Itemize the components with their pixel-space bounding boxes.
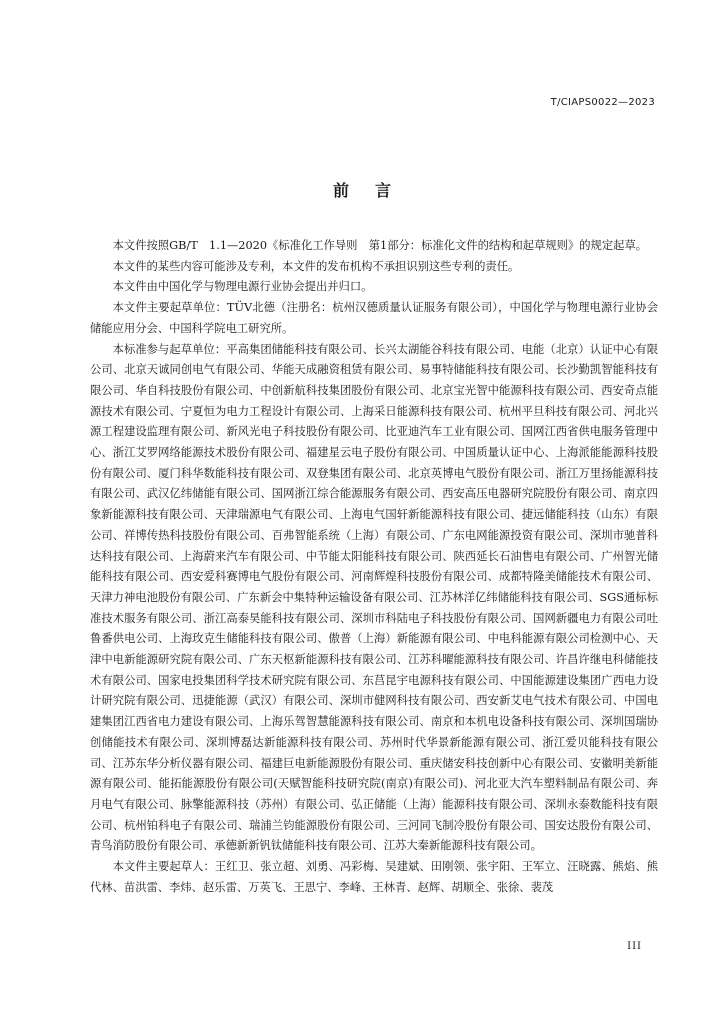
paragraph-patent-notice: 本文件的某些内容可能涉及专利，本文件的发布机构不承担识别这些专利的责任。 — [112, 259, 520, 273]
paragraph-main-drafters: 本文件主要起草人：王红卫、张立超、刘勇、冯彩梅、吴建斌、田刚领、张宇阳、王军立、汪晓露、熊焰、熊代林、苗洪雷、李炜、赵乐雷、万英飞、王思宁、李峰、王林青、赵辉、胡顺全、张徐、裴茂 — [90, 860, 658, 894]
paragraph-participating-units: 本标准参与起草单位：平高集团储能科技有限公司、长兴太湖能谷科技有限公司、电能（北京）认证中心有限公司、北京天诚同创电气有限公司、华能天成融资租赁有限公司、易事特储能科技有限公司、长沙勤凯智能科技有限公司、华自科技股份有限公司、中创新航科技集团股份有限公司、北京宝光智中能源科技有限公司、西安奇点能源技术有限公司、宁夏恒为电力工程设计有限公司、上海采日能源科技有限公司、杭州平旦科技有限公司、河北兴源工程建设监理有限公司、新风光电子科技股份有限公司、比亚迪汽车工业有限公司、国网江西省供电服务管理中心、浙江艾罗网络能源技术股份有限公司、福建星云电子股份有限公司、中国质量认证中心、上海派能能源科技股份有限公司、厦门科华数能科技有限公司、双登集团有限公司、北京英博电气股份有限公司、浙江万里扬能源科技有限公司、武汉亿纬储能有限公司、国网浙江综合能源服务有限公司、西安高压电器研究院股份有限公司、南京四象新能源科技有限公司、天津瑞源电气有限公司、上海电气国轩新能源科技有限公司、捷远储能科技（山东）有限公司、祥博传热科技股份有限公司、百弗智能系统（上海）有限公司、广东电网能源投资有限公司、深圳市驰普科达科技有限公司、上海蔚来汽车有限公司、中节能太阳能科技有限公司、陕西延长石油售电有限公司、广州智光储能科技有限公司、西安爱科赛博电气股份有限公司、河南辉煌科技股份有限公司、成都特隆美储能技术有限公司、天津力神电池股份有限公司、广东新会中集特种运输设备有限公司、江苏林洋亿纬储能科技有限公司、SGS通标标准技术服务有限公司、浙江高泰昊能科技有限公司、深圳市科陆电子科技股份有限公司、国网新疆电力有限公司吐鲁番供电公司、上海玫克生储能科技有限公司、傲普（上海）新能源有限公司、中电科能源有限公司检测中心、天津中电新能源研究院有限公司、广东天枢新能源科技有限公司、江苏科曜能源科技有限公司、许昌许继电科储能技术有限公司、国家电投集团科学技术研究院有限公司、东莒昆宇电源科技有限公司、中国能源建设集团广西电力设计研究院有限公司、迅捷能源（武汉）有限公司、深圳市健网科技有限公司、西安新艾电气技术有限公司、中国电建集团江西省电力建设有限公司、上海乐驾智慧能源科技有限公司、南京和本机电设备科技有限公司、深圳国瑞协创储能技术有限公司、深圳博磊达新能源科技有限公司、苏州时代华景新能源有限公司、浙江爱贝能科技有限公司、江苏东华分析仪器有限公司、福建巨电新能源股份有限公司、重庆储安科技创新中心有限公司、安徽明美新能源有限公司、能拓能源股份有限公司(天赋智能科技研究院(南京)有限公司)、河北亚大汽车塑料制品有限公司、奔月电气有限公司、脉擎能源科技（苏州）有限公司、弘正储能（上海）能源科技有限公司、深圳永泰数能科技有限公司、杭州铂科电子有限公司、瑞浦兰钧能源股份有限公司、三河同飞制冷股份有限公司、国安达股份有限公司、青鸟消防股份有限公司、承德新新钒钛储能科技有限公司、江苏大秦新能源科技有限公司。 — [90, 342, 658, 853]
page-number: III — [627, 941, 642, 952]
page-title: 前言 — [332, 181, 417, 200]
paragraph-proposer: 本文件由中国化学与物理电源行业协会提出并归口。 — [112, 280, 373, 294]
document-code: T/CIAPS0022—2023 — [550, 97, 655, 108]
foreword-body — [90, 236, 658, 899]
paragraph-drafting-rules: 本文件按照GB/T 1.1—2020《标准化工作导则 第1部分：标准化文件的结构和起草规则》的规定起草。 — [112, 239, 648, 252]
paragraph-main-drafting-units: 本文件主要起草单位：TÜV北德（注册名：杭州汉德质量认证服务有限公司），中国化学与物理电源行业协会储能应用分会、中国科学院电工研究所。 — [90, 301, 658, 335]
